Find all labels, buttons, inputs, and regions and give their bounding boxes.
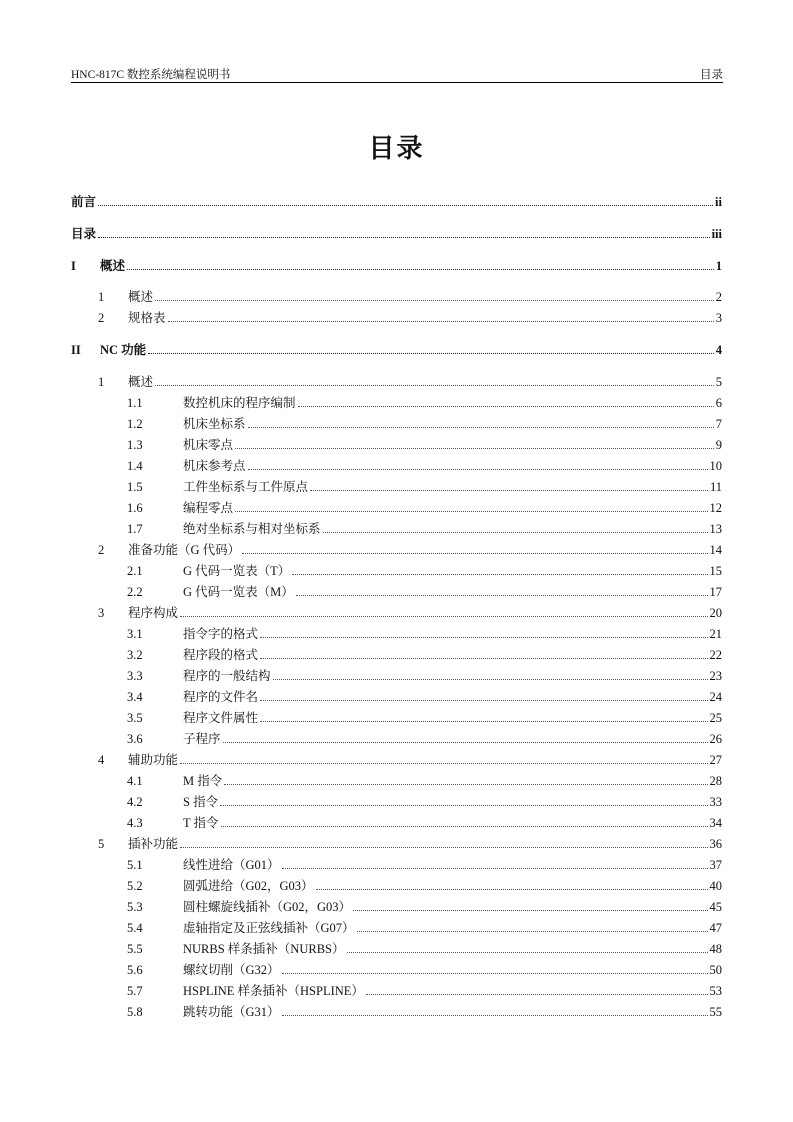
toc-entry-number: 3 xyxy=(98,606,105,620)
toc-entry-number: 3.2 xyxy=(127,648,143,662)
toc-entry-label: T 指令 xyxy=(183,816,219,830)
toc-entry-label: 机床坐标系 xyxy=(183,417,246,431)
toc-leader-dots xyxy=(180,846,707,848)
toc-entry-number: 1 xyxy=(98,375,105,389)
toc-entry-label: HSPLINE 样条插补（HSPLINE） xyxy=(183,984,364,998)
toc-entry-label: 前言 xyxy=(71,195,97,209)
toc-entry-label: 指令字的格式 xyxy=(183,627,259,641)
toc-entry-page: 17 xyxy=(709,585,722,599)
toc-entry-label: NC 功能 xyxy=(100,343,147,357)
toc-entry-preface[interactable] xyxy=(71,192,722,210)
toc-entry-label: 概述 xyxy=(128,375,154,389)
toc-leader-dots xyxy=(357,930,708,932)
toc-entry-number: 3.5 xyxy=(127,711,143,725)
toc-entry-number: 2.2 xyxy=(127,585,143,599)
toc-entry[interactable] xyxy=(71,561,722,579)
toc-leader-dots xyxy=(298,405,714,407)
toc-entry-page: 6 xyxy=(715,396,722,410)
toc-leader-dots xyxy=(168,320,714,322)
toc-entry[interactable] xyxy=(71,708,722,726)
toc-entry-page: 34 xyxy=(709,816,722,830)
toc-entry[interactable] xyxy=(71,960,722,978)
toc-leader-dots xyxy=(248,468,708,470)
toc-entry-label: 线性进给（G01） xyxy=(183,858,280,872)
toc-entry[interactable] xyxy=(71,771,722,789)
toc-entry[interactable] xyxy=(71,939,722,957)
toc-entry[interactable] xyxy=(71,645,722,663)
toc-entry-label: 机床参考点 xyxy=(183,459,246,473)
toc-entry-number: 5.3 xyxy=(127,900,143,914)
toc-leader-dots xyxy=(310,489,708,491)
toc-entry-number: 1.5 xyxy=(127,480,143,494)
header-document-title: HNC-817C 数控系统编程说明书 xyxy=(71,69,231,81)
toc-entry-label: 程序文件属性 xyxy=(183,711,259,725)
toc-leader-dots xyxy=(260,657,707,659)
toc-entry-page: 23 xyxy=(709,669,722,683)
toc-entry-label: G 代码一览表（T） xyxy=(183,564,291,578)
toc-leader-dots xyxy=(260,720,707,722)
toc-entry-page: 13 xyxy=(709,522,722,536)
toc-entry[interactable] xyxy=(71,750,722,768)
toc-leader-dots xyxy=(347,951,708,953)
toc-entry-number: 5.5 xyxy=(127,942,143,956)
toc-entry-number: 5.1 xyxy=(127,858,143,872)
toc-entry-page: 48 xyxy=(709,942,722,956)
toc-entry-page: 53 xyxy=(709,984,722,998)
page-title: 目录 xyxy=(368,134,425,164)
toc-entry[interactable] xyxy=(71,981,722,999)
toc-entry-label: 准备功能（G 代码） xyxy=(128,543,241,557)
toc-entry[interactable] xyxy=(71,792,722,810)
toc-leader-dots xyxy=(296,594,708,596)
toc-leader-dots xyxy=(366,993,708,995)
toc-entry-number: 4.2 xyxy=(127,795,143,809)
page-header xyxy=(71,64,723,83)
toc-entry-page: ii xyxy=(715,195,722,209)
toc-entry[interactable] xyxy=(71,393,722,411)
toc-entry[interactable] xyxy=(71,540,722,558)
toc-entry-page: 25 xyxy=(709,711,722,725)
header-section-name: 目录 xyxy=(700,69,723,81)
toc-entry-label: 编程零点 xyxy=(183,501,234,515)
toc-leader-dots xyxy=(235,510,707,512)
toc-entry-label: 圆柱螺旋线插补（G02，G03） xyxy=(183,900,352,914)
toc-entry-label: S 指令 xyxy=(183,795,219,809)
toc-entry-label: 程序的一般结构 xyxy=(183,669,271,683)
toc-entry-label: 绝对坐标系与相对坐标系 xyxy=(183,522,321,536)
toc-leader-dots xyxy=(292,573,707,575)
toc-entry-number: 4.3 xyxy=(127,816,143,830)
toc-leader-dots xyxy=(148,352,714,354)
toc-entry-label: 子程序 xyxy=(183,732,221,746)
toc-entry-page: 50 xyxy=(709,963,722,977)
toc-entry-label: 规格表 xyxy=(128,311,166,325)
toc-leader-dots xyxy=(221,825,708,827)
toc-entry[interactable] xyxy=(71,498,722,516)
toc-entry-number: 1.4 xyxy=(127,459,143,473)
toc-entry-number: 1.1 xyxy=(127,396,143,410)
toc-entry-number: 1.3 xyxy=(127,438,143,452)
toc-entry[interactable] xyxy=(71,624,722,642)
toc-entry-page: 24 xyxy=(709,690,722,704)
toc-entry[interactable] xyxy=(71,519,722,537)
toc-entry-page: 10 xyxy=(709,459,722,473)
toc-entry-label: 概述 xyxy=(128,290,154,304)
toc-entry[interactable] xyxy=(71,1002,722,1020)
toc-leader-dots xyxy=(98,236,710,238)
toc-entry[interactable] xyxy=(71,414,722,432)
toc-leader-dots xyxy=(282,867,708,869)
toc-entry-label: 数控机床的程序编制 xyxy=(183,396,296,410)
toc-entry-label: 目录 xyxy=(71,227,97,241)
toc-entry[interactable] xyxy=(71,456,722,474)
toc-entry-page: 2 xyxy=(715,290,722,304)
toc-entry-number: 2 xyxy=(98,311,105,325)
toc-entry[interactable] xyxy=(71,897,722,915)
toc-entry-label: G 代码一览表（M） xyxy=(183,585,294,599)
toc-leader-dots xyxy=(155,384,714,386)
toc-entry-label: 圆弧进给（G02，G03） xyxy=(183,879,314,893)
toc-entry-number: 3.3 xyxy=(127,669,143,683)
toc-entry-number: 2.1 xyxy=(127,564,143,578)
toc-entry-page: 22 xyxy=(709,648,722,662)
toc-entry-page: 21 xyxy=(709,627,722,641)
toc-entry-label: 程序构成 xyxy=(128,606,179,620)
toc-entry-number: I xyxy=(71,259,76,273)
toc-entry-label: NURBS 样条插补（NURBS） xyxy=(183,942,345,956)
toc-entry-number: 5.7 xyxy=(127,984,143,998)
toc-leader-dots xyxy=(220,804,707,806)
toc-entry[interactable] xyxy=(71,876,722,894)
toc-leader-dots xyxy=(260,699,707,701)
toc-leader-dots xyxy=(180,615,707,617)
toc-entry-page: 27 xyxy=(709,753,722,767)
toc-leader-dots xyxy=(180,762,707,764)
toc-entry-label: 程序的文件名 xyxy=(183,690,259,704)
toc-entry-page: 14 xyxy=(709,543,722,557)
toc-leader-dots xyxy=(323,531,708,533)
toc-entry-number: 3.6 xyxy=(127,732,143,746)
toc-entry-page: 55 xyxy=(709,1005,722,1019)
toc-entry-label: 工件坐标系与工件原点 xyxy=(183,480,309,494)
toc-entry-number: 4 xyxy=(98,753,105,767)
toc-entry-number: 5.2 xyxy=(127,879,143,893)
toc-entry-number: 5 xyxy=(98,837,105,851)
toc-entry-number: 1 xyxy=(98,290,105,304)
toc-entry[interactable] xyxy=(71,834,722,852)
toc-entry-page: 9 xyxy=(715,438,722,452)
toc-entry-number: 5.4 xyxy=(127,921,143,935)
toc-entry-number: 5.8 xyxy=(127,1005,143,1019)
toc-entry[interactable] xyxy=(71,687,722,705)
toc-leader-dots xyxy=(282,972,708,974)
toc-entry-page: 40 xyxy=(709,879,722,893)
toc-leader-dots xyxy=(248,426,714,428)
toc-entry[interactable] xyxy=(71,666,722,684)
toc-leader-dots xyxy=(260,636,707,638)
toc-entry-number: II xyxy=(71,343,81,357)
toc-entry-number: 5.6 xyxy=(127,963,143,977)
toc-entry[interactable] xyxy=(71,308,722,326)
toc-entry-page: 47 xyxy=(709,921,722,935)
toc-leader-dots xyxy=(235,447,714,449)
toc-entry[interactable] xyxy=(71,287,722,305)
toc-entry-page: 37 xyxy=(709,858,722,872)
toc-entry-number: 3.1 xyxy=(127,627,143,641)
toc-entry-number: 3.4 xyxy=(127,690,143,704)
toc-entry-label: 跳转功能（G31） xyxy=(183,1005,280,1019)
toc-entry-page: 4 xyxy=(715,343,722,357)
toc-leader-dots xyxy=(316,888,708,890)
toc-entry-number: 2 xyxy=(98,543,105,557)
toc-entry[interactable] xyxy=(71,477,722,495)
toc-entry-number: 1.6 xyxy=(127,501,143,515)
toc-entry-label: 概述 xyxy=(100,259,126,273)
toc-entry-page: 3 xyxy=(715,311,722,325)
toc-entry[interactable] xyxy=(71,729,722,747)
toc-entry-label: M 指令 xyxy=(183,774,223,788)
toc-part-1[interactable] xyxy=(71,256,722,274)
toc-entry-page: 33 xyxy=(709,795,722,809)
toc-leader-dots xyxy=(127,268,714,270)
toc-entry[interactable] xyxy=(71,813,722,831)
toc-entry-page: 28 xyxy=(709,774,722,788)
toc-entry-page: 36 xyxy=(709,837,722,851)
toc-entry[interactable] xyxy=(71,918,722,936)
toc-entry-page: 45 xyxy=(709,900,722,914)
toc-entry-contents[interactable] xyxy=(71,224,722,242)
toc-leader-dots xyxy=(155,299,714,301)
toc-entry-number: 1.2 xyxy=(127,417,143,431)
toc-entry-page: 15 xyxy=(709,564,722,578)
toc-entry[interactable] xyxy=(71,855,722,873)
toc-leader-dots xyxy=(242,552,707,554)
toc-entry-page: 12 xyxy=(709,501,722,515)
toc-entry-page: 7 xyxy=(715,417,722,431)
toc-entry-label: 机床零点 xyxy=(183,438,234,452)
toc-leader-dots xyxy=(282,1014,708,1016)
toc-entry-label: 螺纹切削（G32） xyxy=(183,963,280,977)
toc-leader-dots xyxy=(98,204,713,206)
toc-entry-page: 5 xyxy=(715,375,722,389)
toc-part-2[interactable] xyxy=(71,340,722,358)
toc-leader-dots xyxy=(224,783,707,785)
toc-entry[interactable] xyxy=(71,603,722,621)
toc-entry-label: 辅助功能 xyxy=(128,753,179,767)
toc-leader-dots xyxy=(273,678,708,680)
toc-entry-page: 20 xyxy=(709,606,722,620)
toc-entry[interactable] xyxy=(71,435,722,453)
toc-entry-page: 11 xyxy=(709,480,722,494)
toc-entry-label: 虚轴指定及正弦线插补（G07） xyxy=(183,921,355,935)
toc-entry-number: 4.1 xyxy=(127,774,143,788)
toc-entry-page: 26 xyxy=(709,732,722,746)
toc-leader-dots xyxy=(223,741,708,743)
toc-entry[interactable] xyxy=(71,372,722,390)
toc-entry-label: 程序段的格式 xyxy=(183,648,259,662)
toc-entry-page: iii xyxy=(711,227,722,241)
toc-entry[interactable] xyxy=(71,582,722,600)
toc-entry-page: 1 xyxy=(715,259,722,273)
toc-leader-dots xyxy=(353,909,707,911)
toc-entry-label: 插补功能 xyxy=(128,837,179,851)
toc-entry-number: 1.7 xyxy=(127,522,143,536)
